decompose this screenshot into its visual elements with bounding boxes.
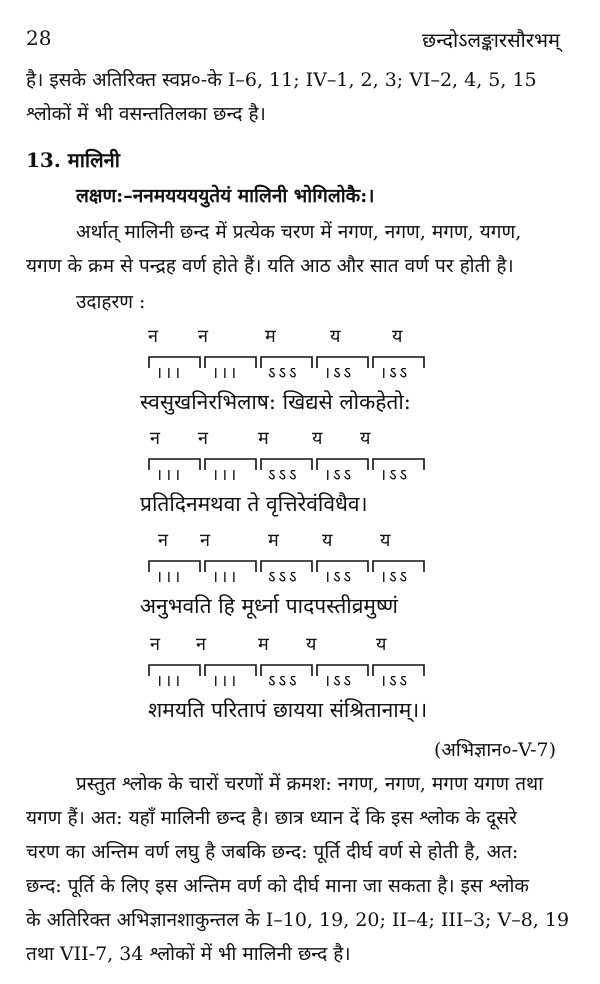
scansion-pattern: ।ऽऽ — [380, 363, 411, 382]
conclusion-line-1: प्रस्तुत श्लोक के चारों चरणों में क्रमश: नगण, नगण, मगण यगण तथा — [76, 773, 544, 795]
scansion-pattern: ।।। — [156, 363, 184, 382]
intro-line-2: श्लोकों में भी वसन्ततिलका छन्द है। — [26, 103, 266, 125]
scansion-pattern: ।।। — [212, 567, 240, 586]
conclusion-line-4: छन्द: पूर्ति के लिए इस अन्तिम वर्ण को दीर्घ माना जा सकता है। इस श्लोक — [26, 875, 530, 897]
meaning-line-1: अर्थात् मालिनी छन्द में प्रत्येक चरण में नगण, नगण, मगण, यगण, — [76, 221, 522, 243]
running-title: छन्दोऽलङ्कारसौरभम् — [422, 28, 560, 52]
conclusion-line-2: यगण हैं। अत: यहाँ मालिनी छन्द है। छात्र ध्यान दें कि इस श्लोक के दूसरे — [26, 807, 517, 829]
scansion-pattern: ऽऽऽ — [268, 363, 300, 382]
gana-label: म — [268, 530, 279, 551]
scansion-pattern: ।ऽऽ — [380, 671, 411, 690]
scansion-pattern: ।ऽऽ — [324, 363, 355, 382]
scansion-pattern: ।ऽऽ — [380, 465, 411, 484]
gana-label: न — [198, 428, 208, 449]
verse-line: अनुभवति हि मूर्ध्ना पादपस्तीव्रमुष्णं — [140, 594, 398, 618]
intro-line-1: है। इसके अतिरिक्त स्वप्न०-के I–6, 11; IV–1, 2, 3; VI–2, 4, 5, 15 — [26, 69, 537, 91]
gana-label: न — [158, 530, 168, 551]
scansion-pattern: ।।। — [156, 671, 184, 690]
udaharan-label: उदाहरण : — [76, 291, 146, 313]
scansion-pattern: ऽऽऽ — [268, 671, 300, 690]
gana-label: म — [258, 428, 269, 449]
gana-label: न — [200, 530, 210, 551]
section-title: 13. मालिनी — [26, 148, 120, 172]
scansion-pattern: ।।। — [212, 465, 240, 484]
gana-label: म — [258, 634, 269, 655]
gana-label: य — [392, 326, 403, 347]
scansion-pattern: ऽऽऽ — [268, 567, 300, 586]
scansion-pattern: ।ऽऽ — [324, 567, 355, 586]
verse-line: शमयति परितापं छायया संश्रितानाम्।। — [148, 698, 428, 722]
gana-label: य — [380, 530, 391, 551]
conclusion-line-5: के अतिरिक्त अभिज्ञानशाकुन्तल के I–10, 19, 20; II–4; III–3; V–8, 19 — [26, 909, 570, 931]
gana-label: य — [322, 530, 333, 551]
scansion-marks — [148, 662, 438, 690]
gana-label: न — [148, 326, 158, 347]
gana-label: न — [150, 428, 160, 449]
gana-label: न — [150, 634, 160, 655]
gana-label: य — [306, 634, 317, 655]
scansion-marks — [148, 558, 438, 586]
gana-label: य — [312, 428, 323, 449]
conclusion-line-6: तथा VII-7, 34 श्लोकों में भी मालिनी छन्द है। — [26, 943, 351, 965]
gana-label: य — [330, 326, 341, 347]
scansion-pattern: ।ऽऽ — [380, 567, 411, 586]
scansion-pattern: ।।। — [212, 363, 240, 382]
verse-line: स्वसुखनिरभिलाष: खिद्यसे लोकहेतो: — [140, 390, 411, 414]
scansion-pattern: ।।। — [212, 671, 240, 690]
page-number: 28 — [26, 26, 52, 50]
lakshan-line: लक्षण:–ननमययययुतेयं मालिनी भोगिलोकै:। — [76, 185, 375, 207]
gana-label: य — [360, 428, 371, 449]
scansion-pattern: ऽऽऽ — [268, 465, 300, 484]
gana-label: न — [196, 634, 206, 655]
gana-label: न — [198, 326, 208, 347]
scansion-pattern: ।ऽऽ — [324, 671, 355, 690]
source-citation: (अभिज्ञान०-V-7) — [433, 739, 556, 761]
scansion-marks — [148, 456, 438, 484]
scansion-marks — [148, 354, 438, 382]
conclusion-line-3: चरण का अन्तिम वर्ण लघु है जबकि छन्द: पूर्ति दीर्घ वर्ण से होती है, अत: — [26, 841, 519, 863]
verse-line: प्रतिदिनमथवा ते वृत्तिरेवंविधैव। — [140, 492, 368, 516]
scansion-pattern: ।।। — [156, 567, 184, 586]
scansion-pattern: ।ऽऽ — [324, 465, 355, 484]
meaning-line-2: यगण के क्रम से पन्द्रह वर्ण होते हैं। यति आठ और सात वर्ण पर होती है। — [26, 255, 514, 277]
gana-label: य — [376, 634, 387, 655]
gana-label: म — [265, 326, 276, 347]
scansion-pattern: ।।। — [156, 465, 184, 484]
